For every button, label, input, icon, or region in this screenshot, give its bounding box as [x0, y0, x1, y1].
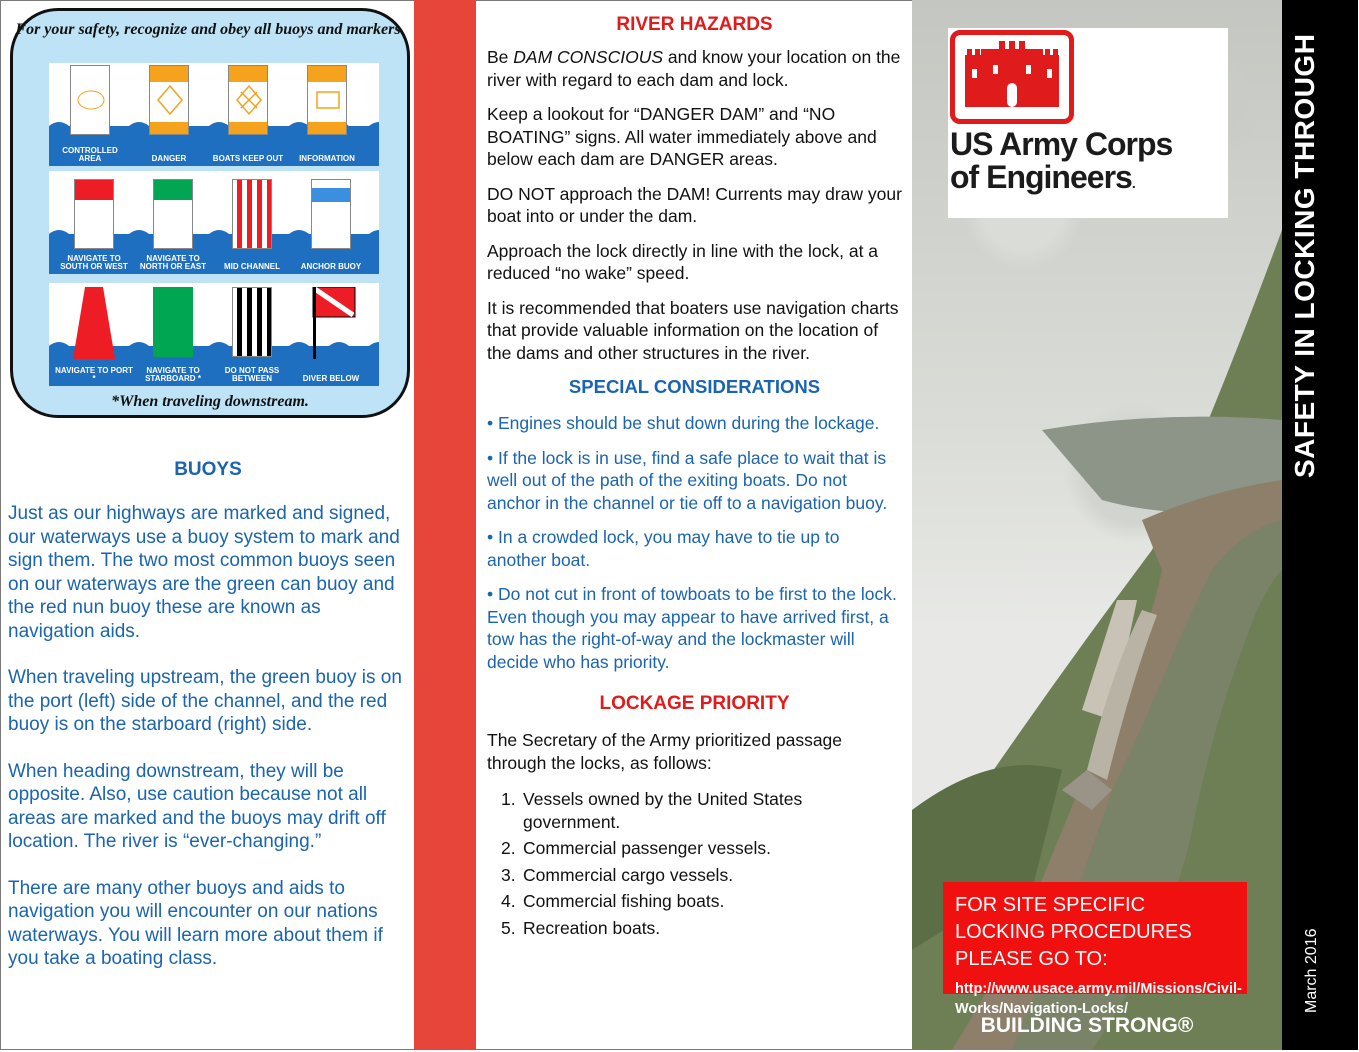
- list-item: 4. Commercial fishing boats.: [501, 891, 725, 911]
- site-procedures-callout: [943, 882, 1247, 1017]
- diamond-marker-icon: [149, 65, 189, 135]
- buoy-label: DO NOT PASS BETWEEN: [224, 366, 280, 383]
- cover-panel: [912, 0, 1282, 1050]
- callout-heading: FOR SITE SPECIFIC LOCKING PROCEDURES PLEASE GO TO:: [955, 894, 1192, 970]
- buoy-chart: [10, 8, 410, 418]
- red-divider: [414, 0, 476, 1050]
- buoys-paragraph: There are many other buoys and aids to navigation you will encounter on our nations waterways. You will learn more about them if you take a boating class.: [8, 877, 383, 969]
- buoy-label: NAVIGATE TO NORTH OR EAST: [139, 254, 207, 271]
- crossed-diamond-marker-icon: [228, 65, 268, 135]
- buoy-label: DANGER: [151, 154, 187, 163]
- buoy-chart-heading: For your safety, recognize and obey all buoys and markers.: [15, 21, 405, 38]
- usace-logo: [948, 28, 1228, 218]
- buoy-label: CONTROLLED AREA: [62, 146, 118, 163]
- list-item: 1. Vessels owned by the United States government.: [501, 789, 803, 832]
- locks-url-link[interactable]: http://www.usace.army.mil/Missions/Civil-Works/Navigation-Locks/: [955, 981, 1242, 1017]
- special-bullet: • If the lock is in use, find a safe place to wait that is well out of the path of the exiting boats. Do not anchor in the channel or tie off to a navigation buoy.: [487, 447, 888, 513]
- buoy-chart-footnote: *When traveling downstream.: [111, 393, 309, 410]
- river-hazards-paragraph: DO NOT approach the DAM! Currents may draw your boat into or under the dam.: [487, 183, 902, 226]
- priority-list: [487, 788, 902, 939]
- lockage-priority-heading: LOCKAGE PRIORITY: [599, 693, 790, 714]
- buoy-label: ANCHOR BUOY: [300, 262, 362, 271]
- buoy-label: INFORMATION: [299, 154, 355, 163]
- special-bullet: • Do not cut in front of towboats to be first to the lock. Even though you may appear to have arrived first, a tow has the right-of-way and the lockmaster will decide who has priority.: [487, 584, 897, 672]
- middle-panel: [487, 14, 902, 943]
- usace-logo-text: US Army Corps of Engineers.: [950, 126, 1173, 195]
- brochure-title: SAFETY IN LOCKING THROUGH: [1289, 33, 1320, 478]
- buoy-label: DIVER BELOW: [302, 374, 360, 383]
- red-top-buoy-icon: [74, 179, 114, 249]
- buoy-row-regulatory: [49, 63, 379, 166]
- buoy-label: NAVIGATE TO SOUTH OR WEST: [60, 254, 128, 271]
- river-hazards-paragraph: It is recommended that boaters use navigation charts that provide valuable information on the location of the dams and other structures in the river.: [487, 297, 899, 363]
- special-bullet: • In a crowded lock, you may have to tie up to another boat.: [487, 527, 840, 570]
- diver-flag-icon: [311, 287, 357, 359]
- buoy-row-lateral: [49, 283, 379, 386]
- river-hazards-paragraph: Be DAM CONSCIOUS and know your location on the river with regard to each dam and lock.: [487, 47, 901, 90]
- blue-band-buoy-icon: [311, 179, 351, 249]
- river-hazards-heading: RIVER HAZARDS: [616, 14, 773, 35]
- buoy-label: NAVIGATE TO PORT *: [55, 366, 133, 383]
- special-bullet: • Engines should be shut down during the lockage.: [487, 413, 880, 433]
- castle-icon: [950, 30, 1074, 124]
- lockage-priority-intro: The Secretary of the Army prioritized passage through the locks, as follows:: [487, 730, 843, 773]
- buoys-paragraph: Just as our highways are marked and signed, our waterways use a buoy system to mark and sign them. The two most common buoys seen on our waterways are the green can buoy and the red nun buoy these are known as navigation aids.: [8, 503, 400, 642]
- red-nun-buoy-icon: [71, 287, 117, 359]
- list-item: 5. Recreation boats.: [501, 917, 661, 938]
- buoy-label: BOATS KEEP OUT: [212, 154, 284, 163]
- buoy-label: NAVIGATE TO STARBOARD *: [145, 366, 201, 383]
- buoy-label: MID CHANNEL: [224, 262, 280, 271]
- red-striped-buoy-icon: [232, 179, 272, 249]
- river-hazards-paragraph: Approach the lock directly in line with the lock, at a reduced “no wake” speed.: [487, 240, 879, 283]
- buoys-section: [8, 459, 408, 994]
- special-considerations-heading: SPECIAL CONSIDERATIONS: [568, 376, 821, 397]
- buoys-paragraph: When traveling upstream, the green buoy is on the port (left) side of the channel, and the red buoy is on the starboard (right) side.: [8, 667, 402, 735]
- buoys-heading: BUOYS: [174, 459, 242, 480]
- list-item: 3. Commercial cargo vessels.: [501, 864, 734, 885]
- circle-marker-icon: [70, 65, 110, 135]
- green-top-buoy-icon: [153, 179, 193, 249]
- building-strong-slogan: BUILDING STRONG®: [980, 1014, 1194, 1037]
- buoys-paragraph: When heading downstream, they will be opposite. Also, use caution because not all areas are marked and the buoys may drift off location. The river is “ever-changing.”: [8, 760, 386, 852]
- square-marker-icon: [307, 65, 347, 135]
- list-item: 2. Commercial passenger vessels.: [501, 838, 772, 858]
- river-hazards-paragraph: Keep a lookout for “DANGER DAM” and “NO BOATING” signs. All water immediately above and below each dam are DANGER areas.: [487, 104, 877, 169]
- green-can-buoy-icon: [153, 287, 193, 357]
- buoy-row-cardinal: [49, 171, 379, 274]
- publication-date: March 2016: [1303, 928, 1320, 1013]
- black-striped-buoy-icon: [232, 287, 272, 357]
